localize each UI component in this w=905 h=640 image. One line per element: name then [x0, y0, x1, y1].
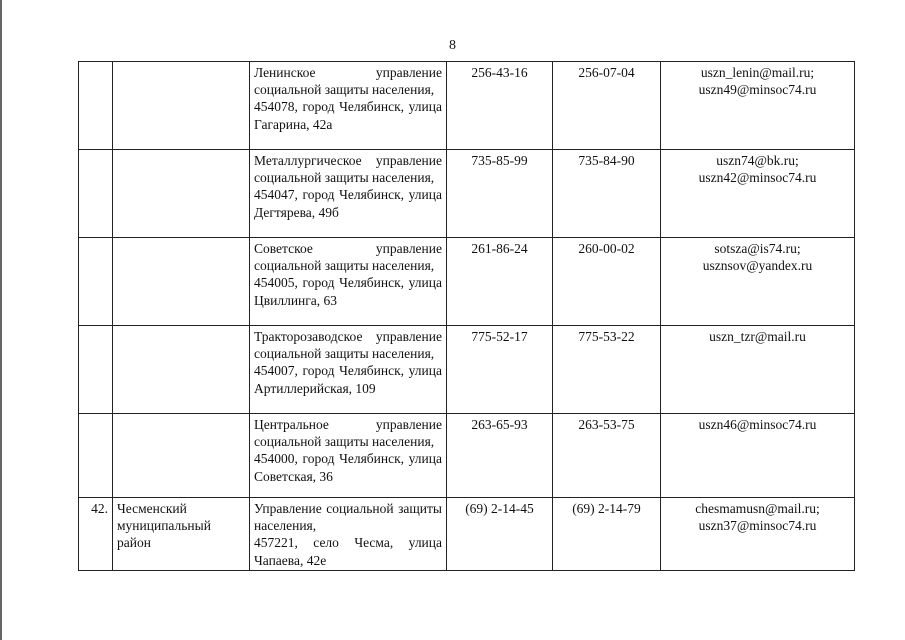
- phone-cell: 263-65-93: [447, 414, 553, 498]
- phone-cell: 775-52-17: [447, 326, 553, 414]
- row-number: [79, 326, 113, 414]
- email-address[interactable]: uszn_lenin@mail.ru;: [700, 65, 815, 80]
- office-name: Тракторозаводское управление социальной защиты населения,: [254, 329, 442, 362]
- row-number: [79, 238, 113, 326]
- email-cell: [661, 150, 855, 238]
- row-number: 42.: [79, 498, 113, 571]
- table-row: [79, 498, 855, 571]
- email-address[interactable]: sotsza@is74.ru;: [714, 241, 801, 256]
- postal-address: 454047, город Челябинск, улица Дегтярева, 49б: [254, 187, 442, 220]
- email-address[interactable]: uszn42@minsoc74.ru: [698, 170, 817, 186]
- email-cell: [661, 414, 855, 498]
- row-number: [79, 150, 113, 238]
- office-name: Ленинское управление социальной защиты населения,: [254, 65, 442, 98]
- postal-address: 454000, город Челябинск, улица Советская, 36: [254, 451, 442, 484]
- email-address[interactable]: uszn37@minsoc74.ru: [698, 518, 817, 534]
- district-cell: [113, 326, 250, 414]
- page-number: 8: [449, 38, 456, 53]
- row-number: [79, 62, 113, 150]
- email-cell: [661, 498, 855, 571]
- table-row: [79, 238, 855, 326]
- fax-cell: 735-84-90: [553, 150, 661, 238]
- district-cell: [113, 62, 250, 150]
- fax-cell: 260-00-02: [553, 238, 661, 326]
- postal-address: 454007, город Челябинск, улица Артиллерийская, 109: [254, 363, 442, 396]
- phone-cell: 256-43-16: [447, 62, 553, 150]
- fax-cell: 263-53-75: [553, 414, 661, 498]
- table-row: [79, 326, 855, 414]
- address-cell: [250, 62, 447, 150]
- office-name: Центральное управление социальной защиты населения,: [254, 417, 442, 450]
- fax-cell: (69) 2-14-79: [553, 498, 661, 571]
- email-address[interactable]: uszn74@bk.ru;: [716, 153, 799, 168]
- postal-address: 457221, село Чесма, улица Чапаева, 42е: [254, 535, 442, 568]
- address-cell: [250, 498, 447, 571]
- district-line: муниципальный: [117, 518, 211, 534]
- email-address[interactable]: chesmamusn@mail.ru;: [695, 501, 820, 516]
- phone-cell: 261-86-24: [447, 238, 553, 326]
- district-cell: [113, 498, 250, 571]
- address-cell: [250, 414, 447, 498]
- district-cell: [113, 238, 250, 326]
- district-cell: [113, 414, 250, 498]
- email-address[interactable]: uszn46@minsoc74.ru: [698, 417, 817, 432]
- office-name: Советское управление социальной защиты населения,: [254, 241, 442, 274]
- table-row: [79, 62, 855, 150]
- address-cell: [250, 150, 447, 238]
- email-address[interactable]: usznsov@yandex.ru: [702, 258, 813, 274]
- postal-address: 454005, город Челябинск, улица Цвиллинга, 63: [254, 275, 442, 308]
- email-cell: [661, 238, 855, 326]
- address-cell: [250, 238, 447, 326]
- phone-cell: (69) 2-14-45: [447, 498, 553, 571]
- contacts-table: [78, 61, 855, 571]
- scan-left-edge: [0, 0, 2, 640]
- district-line: Чесменский: [117, 501, 187, 516]
- phone-cell: 735-85-99: [447, 150, 553, 238]
- address-cell: [250, 326, 447, 414]
- email-cell: [661, 326, 855, 414]
- district-line: район: [117, 535, 151, 551]
- email-address[interactable]: uszn_tzr@mail.ru: [709, 329, 806, 344]
- office-name: Управление социальной защиты населения,: [254, 501, 442, 534]
- postal-address: 454078, город Челябинск, улица Гагарина, 42а: [254, 99, 442, 132]
- email-cell: [661, 62, 855, 150]
- email-address[interactable]: uszn49@minsoc74.ru: [698, 82, 817, 98]
- fax-cell: 256-07-04: [553, 62, 661, 150]
- table-row: [79, 414, 855, 498]
- fax-cell: 775-53-22: [553, 326, 661, 414]
- table-row: [79, 150, 855, 238]
- row-number: [79, 414, 113, 498]
- office-name: Металлургическое управление социальной защиты населения,: [254, 153, 442, 186]
- district-cell: [113, 150, 250, 238]
